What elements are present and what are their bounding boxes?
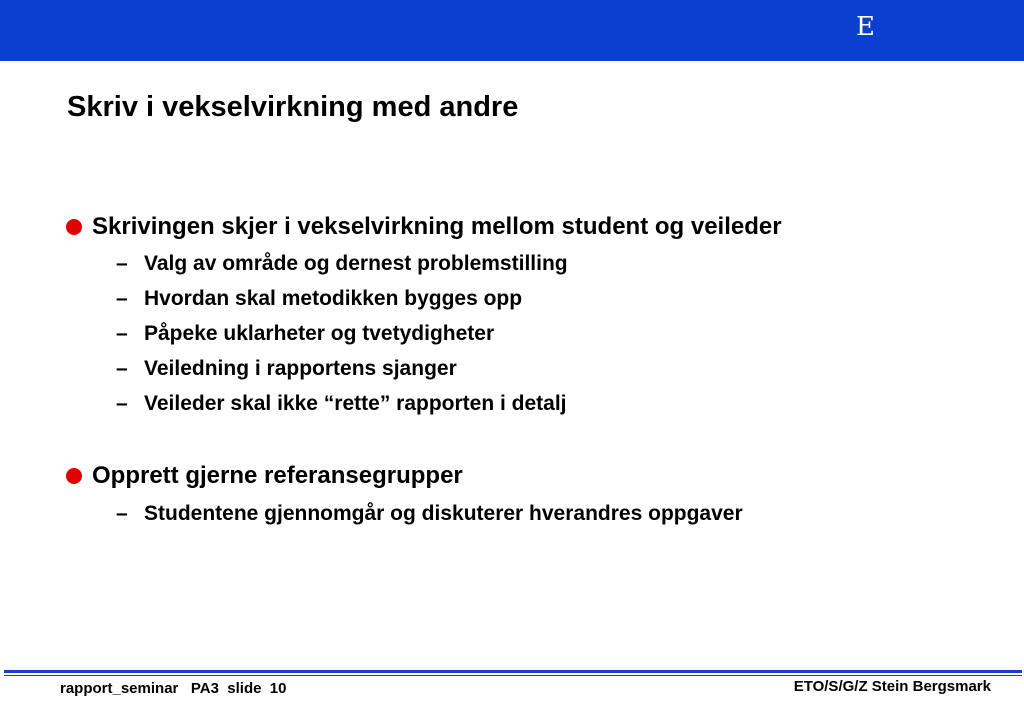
footer-author: ETO/S/G/Z Stein Bergsmark: [793, 678, 991, 695]
sub-item-text: Valg av område og dernest problemstilling: [144, 252, 568, 275]
footer-slide-info: rapport_seminar PA3 slide 10: [60, 680, 287, 697]
sub-item-text: Veileder skal ikke “rette” rapporten i detalj: [144, 392, 567, 415]
bullet-dot-icon: [66, 219, 82, 235]
dash-icon: –: [116, 502, 128, 525]
logo-mark: E: [856, 12, 875, 42]
header-bar: [0, 0, 1024, 61]
sub-item-text: Hvordan skal metodikken bygges opp: [144, 287, 523, 310]
sub-item: [116, 252, 568, 276]
bullet-text: Skrivingen skjer i vekselvirkning mellom student og veileder: [92, 213, 782, 240]
bullet-dot-icon: [66, 468, 82, 484]
slide-title: Skriv i vekselvirkning med andre: [67, 91, 519, 123]
sub-item-text: Studentene gjennomgår og diskuterer hverandres oppgaver: [144, 502, 743, 525]
dash-icon: –: [116, 287, 128, 310]
sub-item-text: Påpeke uklarheter og tvetydigheter: [144, 322, 495, 345]
footer-rule: [4, 670, 1022, 673]
sub-item-text: Veiledning i rapportens sjanger: [144, 357, 457, 380]
sub-item: [116, 322, 494, 346]
footer-rule-thin: [4, 675, 1022, 676]
sub-item: [116, 357, 457, 381]
bullet-text: Opprett gjerne referansegrupper: [92, 462, 463, 489]
bullet-item: [66, 462, 463, 490]
dash-icon: –: [116, 392, 128, 415]
sub-item: [116, 392, 567, 416]
dash-icon: –: [116, 252, 128, 275]
sub-item: [116, 502, 743, 526]
dash-icon: –: [116, 322, 128, 345]
sub-item: [116, 287, 522, 311]
bullet-item: [66, 213, 782, 241]
dash-icon: –: [116, 357, 128, 380]
